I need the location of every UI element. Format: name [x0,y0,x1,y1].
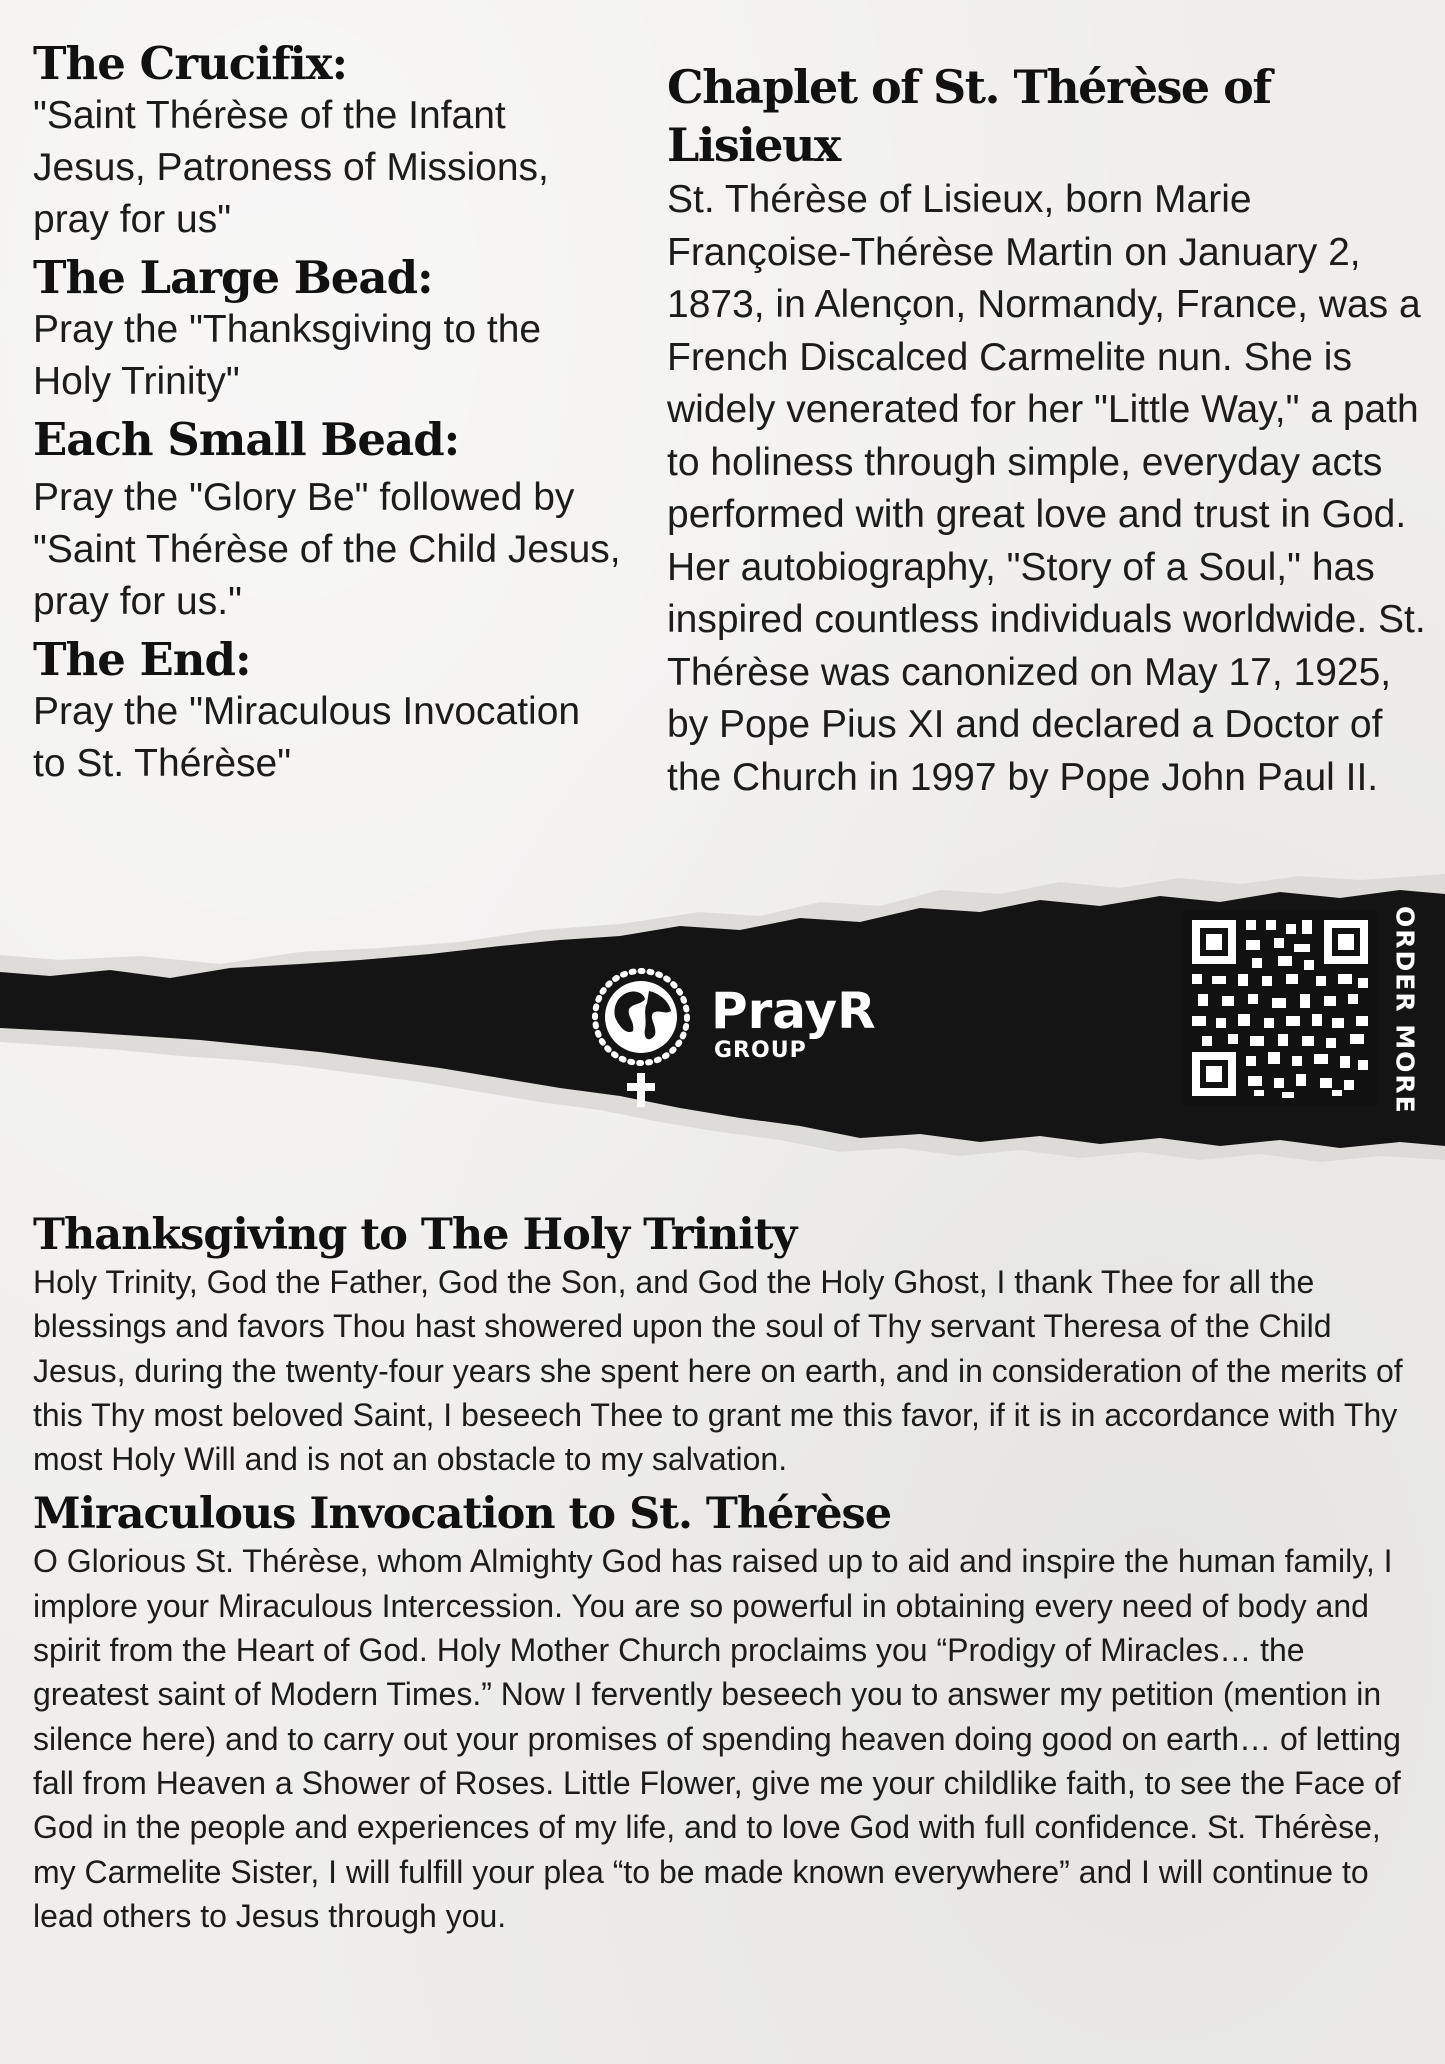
qr-code-icon[interactable] [1182,910,1378,1106]
prayer-sections [33,1210,1423,1946]
chaplet-intro [667,58,1427,804]
qr-code-graphic [1182,910,1378,1106]
step-crucifix [33,38,623,246]
logo-subtitle: GROUP [714,1038,807,1063]
step-text: Pray the "Glory Be" followed by "Saint Thérèse of the Child Jesus, pray for us." [33,476,621,623]
page-title: Chaplet of St. Thérèse of Lisieux [667,60,1271,172]
step-text: Pray the "Thanksgiving to the Holy Trinity" [33,308,542,403]
prayer-invocation [33,1489,1423,1938]
step-large-bead [33,252,623,408]
intro-text: St. Thérèse of Lisieux, born Marie Françoise-Thérèse Martin on January 2, 1873, in Alençon, Normandy, France, was a French Discalced Carmelite nun. She is widely venerated for her "Little Way," a path to holiness through simple, everyday acts performed with great love and trust in God. Her autobiography, "Story of a Soul," has inspired countless individuals worldwide. St. Thérèse was canonized on May 17, 1925, by Pope Pius XI and declared a Doctor of the Church in 1997 by Pope John Paul II. [667,178,1426,799]
section-text: O Glorious St. Thérèse, whom Almighty God has raised up to aid and inspire the human family, I implore your Miraculous Intercession. You are so powerful in obtaining every need of body and spirit from the Heart of God. Holy Mother Church proclaims you “Prodigy of Miracles… the greatest saint of Modern Times.” Now I fervently beseech you to answer my petition (mention in silence here) and to carry out your promises of spending heaven doing good on earth… of letting fall from Heaven a Shower of Roses. Little Flower, give me your childlike faith, to see the Face of God in the people and experiences of my life, and to love God with full confidence. St. Thérèse, my Carmelite Sister, I will fulfill your plea “to be made known everywhere” and I will continue to lead others to Jesus through you. [33,1543,1401,1934]
step-heading: The End: [33,633,251,686]
order-more-link[interactable] [1385,905,1425,1115]
section-text: Holy Trinity, God the Father, God the Son, and God the Holy Ghost, I thank Thee for all the blessings and favors Thou hast showered upon the soul of Thy servant Theresa of the Child Jesus, during the twenty-four years she spent here on earth, and in consideration of the merits of this Thy most beloved Saint, I beseech Thee to grant me this favor, if it is in accordance with Thy most Holy Will and is not an obstacle to my salvation. [33,1264,1403,1478]
step-heading: Each Small Bead: [33,413,460,466]
section-title: Miraculous Invocation to St. Thérèse [33,1489,892,1540]
step-end [33,634,623,790]
step-heading: The Large Bead: [33,251,433,304]
step-small-bead [33,414,623,628]
chaplet-steps [33,38,623,796]
step-text: "Saint Thérèse of the Infant Jesus, Patroness of Missions, pray for us" [33,94,549,241]
section-title: Thanksgiving to The Holy Trinity [33,1210,797,1260]
prayer-thanksgiving [33,1210,1423,1481]
step-text: Pray the "Miraculous Invocation to St. Thérèse" [33,690,581,785]
globe-rosary-icon [583,955,703,1125]
order-more-label: ORDER MORE [1390,905,1420,1115]
logo-name: PrayR [711,982,876,1040]
prayr-logo [583,955,883,1125]
step-heading: The Crucifix: [33,37,348,90]
